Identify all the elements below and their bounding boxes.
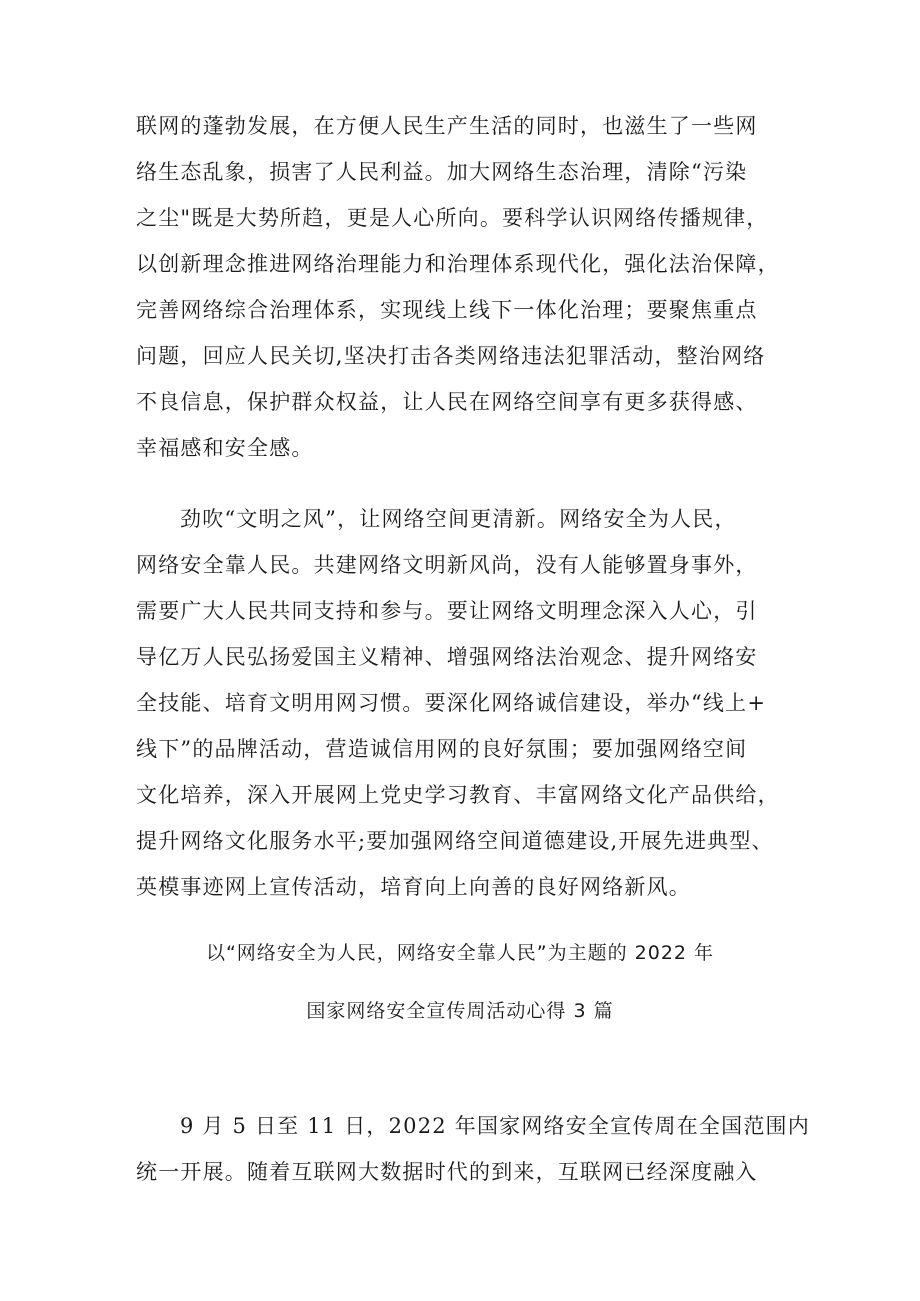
text-line: 9 月 5 日至 11 日，2022 年国家网络安全宣传周在全国范围内 (180, 1114, 810, 1138)
paragraph-ecology (136, 103, 796, 471)
text-line: 幸福感和安全感。 (136, 436, 314, 460)
text-line: 提升网络文化服务水平;要加强网络空间道德建设,开展先进典型、 (136, 829, 774, 853)
text-line: 劲吹“文明之风”，让网络空间更清新。网络安全为人民， (180, 507, 737, 531)
text-line: 以创新理念推进网络治理能力和治理体系现代化，强化法治保障， (136, 252, 780, 276)
text-line: 问题，回应人民关切,坚决打击各类网络违法犯罪活动，整治网络 (136, 344, 766, 368)
paragraph-intro (136, 1103, 810, 1195)
article-title (0, 930, 920, 1034)
text-line: 统一开展。随着互联网大数据时代的到来，互联网已经深度融入 (136, 1160, 758, 1184)
text-line: 网络安全靠人民。共建网络文明新风尚，没有人能够置身事外， (136, 553, 758, 577)
text-line: 全技能、培育文明用网习惯。要深化网络诚信建设，举办“线上+ (136, 691, 767, 715)
text-line: 需要广大人民共同支持和参与。要让网络文明理念深入人心，引 (136, 599, 758, 623)
text-line: 完善网络综合治理体系，实现线上线下一体化治理；要聚焦重点 (136, 298, 758, 322)
title-line-2: 国家网络安全宣传周活动心得 3 篇 (306, 1000, 614, 1022)
text-line: 文化培养，深入开展网上党史学习教育、丰富网络文化产品供给， (136, 783, 780, 807)
text-line: 不良信息，保护群众权益，让人民在网络空间享有更多获得感、 (136, 390, 758, 414)
title-line-1: 以“网络安全为人民，网络安全靠人民”为主题的 2022 年 (205, 942, 715, 964)
text-line: 之尘"既是大势所趋，更是人心所向。要科学认识网络传播规律， (136, 206, 769, 230)
text-line: 联网的蓬勃发展，在方便人民生产生活的同时，也滋生了一些网 (136, 114, 758, 138)
text-line: 导亿万人民弘扬爱国主义精神、增强网络法治观念、提升网络安 (136, 645, 758, 669)
text-line: 英模事迹网上宣传活动，培育向上向善的良好网络新风。 (136, 875, 691, 899)
paragraph-civility (136, 496, 796, 910)
text-line: 络生态乱象，损害了人民利益。加大网络生态治理，清除“污染 (136, 160, 748, 184)
text-line: 线下”的品牌活动，营造诚信用网的良好氛围；要加强网络空间 (136, 737, 748, 761)
